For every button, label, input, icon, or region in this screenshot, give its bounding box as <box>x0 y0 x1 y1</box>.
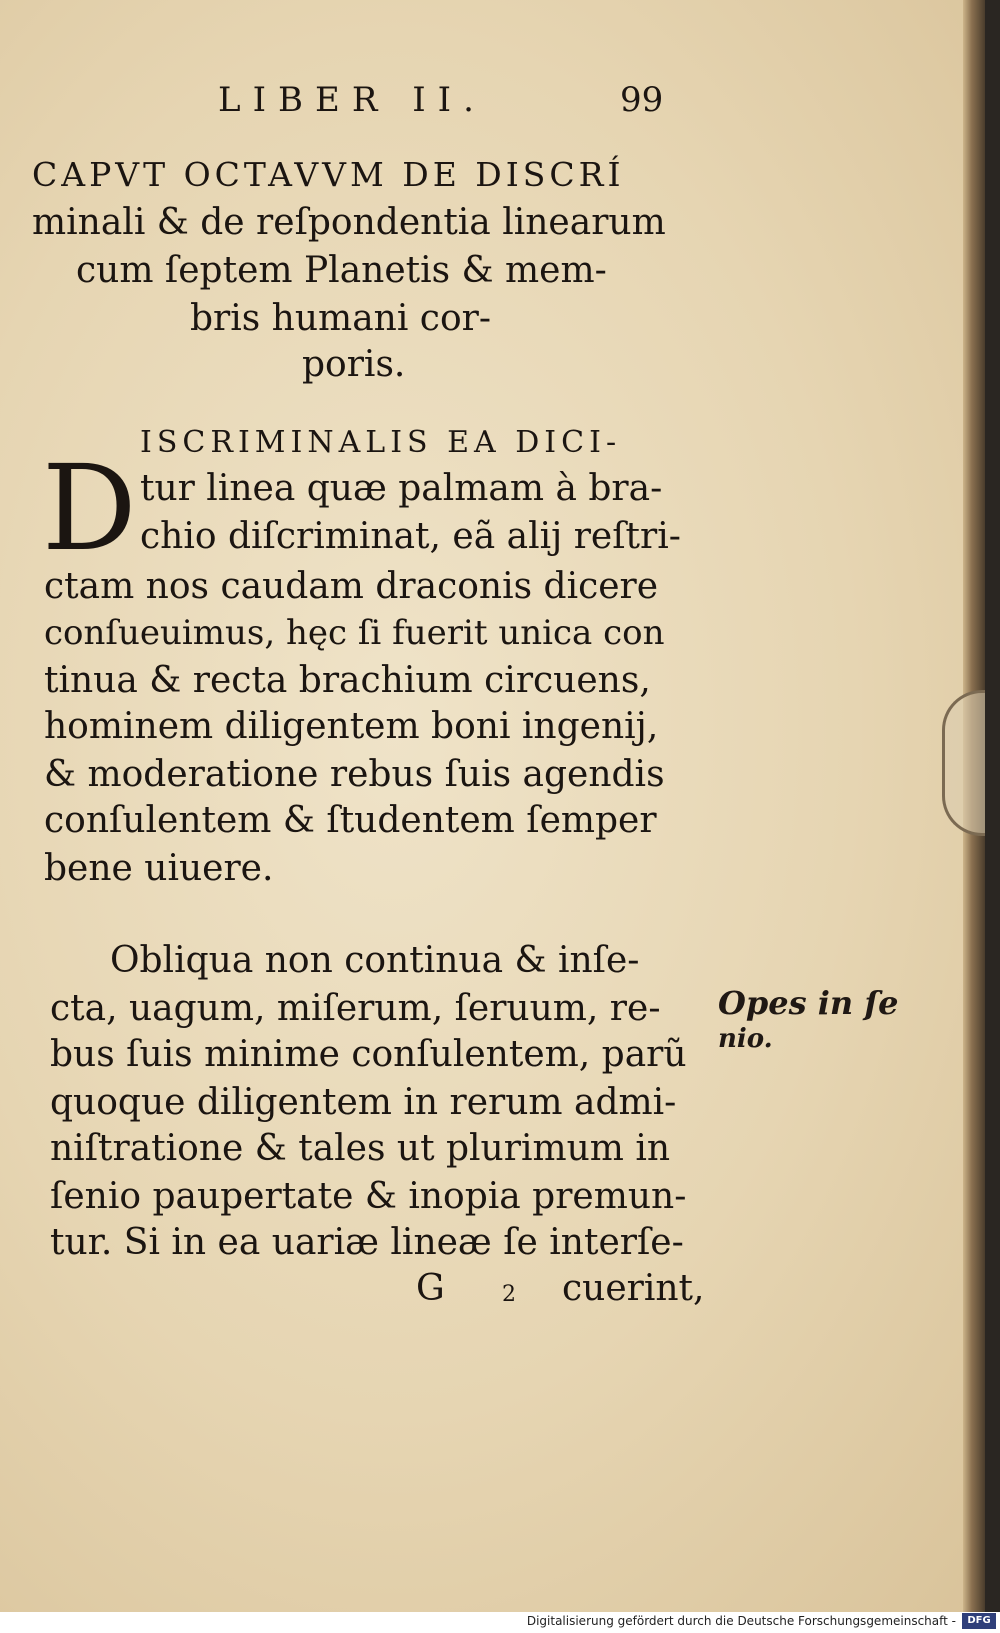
body-line: bene uiuere. <box>44 848 274 889</box>
body-line: hominem diligentem boni ingenij, <box>44 706 659 747</box>
margin-note: Opes in ſe <box>718 984 899 1022</box>
body-line: Obliqua non continua & inſe- <box>110 940 640 981</box>
body-line: ſenio paupertate & inopia premun- <box>50 1176 687 1217</box>
body-line: cta, uagum, miſerum, ſeruum, re- <box>50 988 661 1029</box>
body-line: bus ſuis minime conſulentem, parũ <box>50 1034 687 1075</box>
chapter-heading-line: minali & de reſpondentia linearum <box>32 202 666 243</box>
page-number: 99 <box>620 80 664 120</box>
digitization-footer <box>0 1612 1000 1633</box>
drop-cap: D <box>42 439 137 577</box>
body-line: niſtratione & tales ut plurimum in <box>50 1128 671 1169</box>
body-line: tur linea quæ palmam à bra- <box>140 468 663 509</box>
dfg-logo: DFG <box>962 1613 996 1629</box>
chapter-heading-line: CAPVT OCTAVVM DE DISCRÍ <box>32 155 625 194</box>
body-line: tur. Si in ea uariæ lineæ ſe interſe- <box>50 1222 684 1263</box>
signature-mark: G <box>416 1268 445 1309</box>
chapter-heading-line: bris humani cor- <box>190 298 492 339</box>
margin-note: nio. <box>718 1024 773 1054</box>
digitization-credit: Digitalisierung gefördert durch die Deutsche Forschungsgemeinschaft - <box>526 1614 956 1628</box>
chapter-heading-line: cum ſeptem Planetis & mem- <box>76 250 607 291</box>
body-line: conſulentem & ſtudentem ſemper <box>44 800 657 841</box>
body-line: conſueuimus, hęc ſi fuerit unica con <box>44 613 665 653</box>
catchword: cuerint, <box>562 1268 705 1309</box>
signature-number: 2 <box>502 1282 516 1307</box>
body-line: ctam nos caudam draconis dicere <box>44 566 659 607</box>
body-line: tinua & recta brachium circuens, <box>44 660 651 701</box>
body-line: chio diſcriminat, eã alij reſtri- <box>140 516 681 557</box>
page-clip <box>942 690 985 836</box>
chapter-heading-line: poris. <box>302 344 406 385</box>
body-line: & moderatione rebus ſuis agendis <box>44 754 665 795</box>
body-line: quoque diligentem in rerum admi- <box>50 1082 677 1123</box>
body-line: ISCRIMINALIS EA DICI- <box>140 425 622 460</box>
running-title: LIBER II. <box>218 80 486 120</box>
